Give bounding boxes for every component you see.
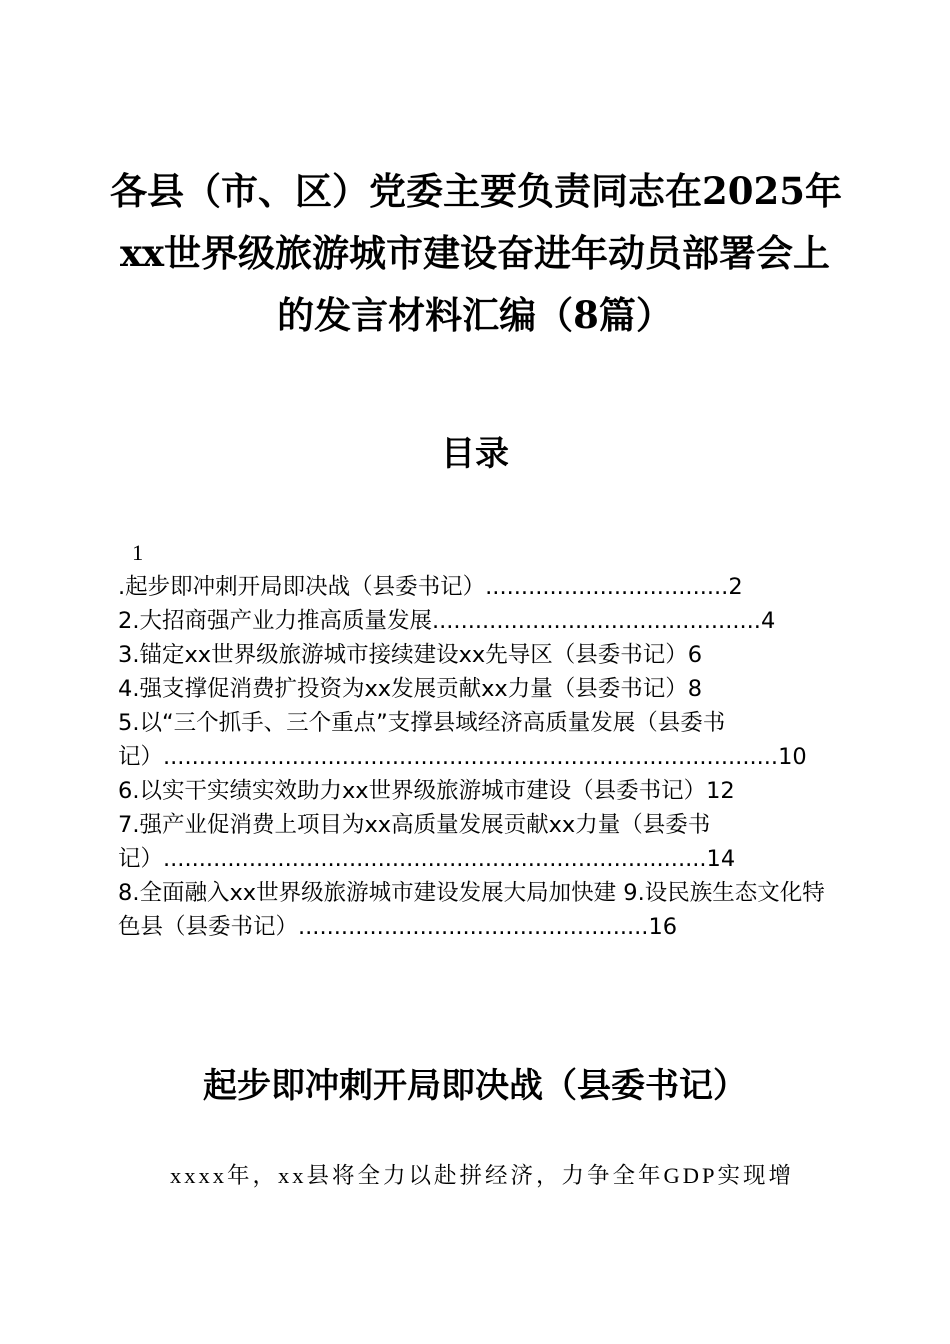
toc-entry-5[interactable]: 5.以“三个抓手、三个重点”支撑县域经济高质量发展（县委书记）......................................................................................10 <box>118 710 807 770</box>
toc-entry-6[interactable]: 6.以实干实绩实效助力xx世界级旅游城市建设（县委书记）12 <box>118 778 735 804</box>
title-line-3: 的发言材料汇编（8篇） <box>277 293 673 337</box>
toc-entry-8[interactable]: 8.全面融入xx世界级旅游城市建设发展大局加快建 9.设民族生态文化特色县（县委书记）.................................................16 <box>118 880 825 940</box>
body-paragraph: xxxx年，xx县将全力以赴拼经济，力争全年GDP实现增 <box>170 1163 795 1188</box>
toc-first-number: 1 <box>132 540 144 565</box>
document-title <box>110 160 840 346</box>
title-line-2: xx世界级旅游城市建设奋进年动员部署会上 <box>119 231 831 275</box>
section-title: 起步即冲刺开局即决战（县委书记） <box>203 1066 747 1106</box>
toc-entry-4[interactable]: 4.强支撑促消费扩投资为xx发展贡献xx力量（县委书记）8 <box>118 676 703 702</box>
table-of-contents <box>118 536 830 944</box>
toc-entry-2[interactable]: 2.大招商强产业力推高质量发展..............................................4 <box>118 608 776 634</box>
toc-entry-1[interactable]: .起步即冲刺开局即决战（县委书记）..................................2 <box>118 574 743 600</box>
toc-heading: 目录 <box>441 434 509 474</box>
title-line-1: 各县（市、区）党委主要负责同志在2025年 <box>110 169 842 213</box>
toc-entry-7[interactable]: 7.强产业促消费上项目为xx高质量发展贡献xx力量（县委书记）............................................................................14 <box>118 812 736 872</box>
toc-entry-3[interactable]: 3.锚定xx世界级旅游城市接续建设xx先导区（县委书记）6 <box>118 642 703 668</box>
